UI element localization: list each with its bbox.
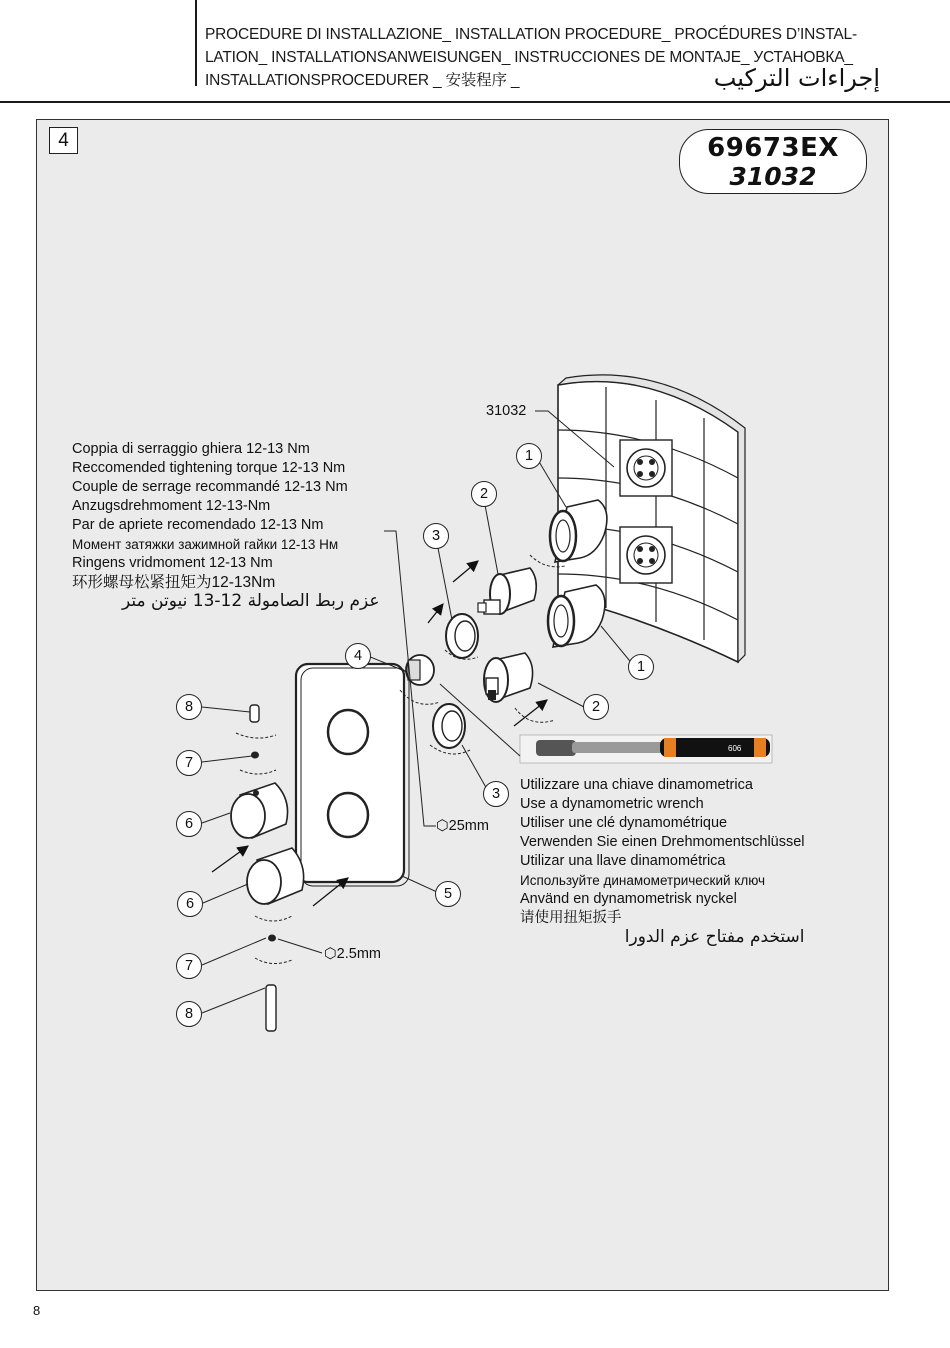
part-code-label: 31032 [486, 403, 527, 419]
cartridge-lower [484, 653, 533, 702]
callout-4: 4 [345, 643, 371, 669]
torque-zh: 环形螺母松紧扭矩为12-13Nm [72, 574, 276, 591]
wrench-ru: Используйте динамометрический ключ [520, 873, 766, 888]
callout-6-lower: 6 [177, 891, 203, 917]
callout-8-lower: 8 [176, 1001, 202, 1027]
torque-en: Reccomended tightening torque 12-13 Nm [72, 460, 346, 476]
pin-upper [250, 705, 259, 722]
step-number-box: 4 [49, 127, 78, 154]
callout-7-lower: 7 [176, 953, 202, 979]
grub-screw-lower [268, 935, 276, 942]
torque-ar: عزم ربط الصامولة 12-13 نيوتن متر [122, 591, 380, 611]
torque-instructions [72, 440, 380, 611]
torque-de: Anzugsdrehmoment 12-13-Nm [72, 498, 271, 514]
hex-2-5mm-label: ⬡2.5mm [324, 946, 381, 962]
callout-2-lower: 2 [583, 694, 609, 720]
header-line-3: INSTALLATIONSPROCEDURER _ 安装程序 _ [205, 72, 520, 89]
collar-upper [446, 614, 478, 658]
page-number: 8 [33, 1303, 41, 1318]
wrench-de: Verwenden Sie einen Drehmomentschlüssel [520, 834, 805, 850]
wrench-sv: Använd en dynamometrisk nyckel [520, 891, 737, 907]
wrench-instructions [520, 776, 805, 947]
hex-25mm-label: ⬡25mm [436, 818, 489, 834]
model-code: 69673EX [707, 133, 839, 163]
torque-ru: Момент затяжки зажимной гайки 12-13 Нм [72, 537, 339, 552]
torque-sv: Ringens vridmoment 12-13 Nm [72, 555, 273, 571]
callout-6-upper: 6 [176, 811, 202, 837]
callout-3-upper: 3 [423, 523, 449, 549]
wrench-zh: 请使用扭矩扳手 [520, 910, 622, 926]
header-line-1: PROCEDURE DI INSTALLAZIONE_ INSTALLATION PROCEDURE_ PROCÉDURES D’INSTAL- [205, 26, 857, 43]
wrench-brand-label: 606 [728, 744, 742, 753]
knob-upper [231, 783, 288, 838]
callout-1-upper: 1 [516, 443, 542, 469]
wrench-ar: استخدم مفتاح عزم الدورا [624, 927, 805, 947]
torque-es: Par de apriete recomendado 12-13 Nm [72, 517, 324, 533]
collar-lower [433, 704, 465, 748]
callout-3-lower: 3 [483, 781, 509, 807]
pin-lower [266, 985, 276, 1031]
grub-screw-upper [251, 752, 259, 759]
header-arabic-title: إجراءات التركيب [713, 64, 880, 92]
callout-1-lower: 1 [628, 654, 654, 680]
wrench-it: Utilizzare una chiave dinamometrica [520, 777, 753, 793]
torque-fr: Couple de serrage recommandé 12-13 Nm [72, 479, 348, 495]
callout-5: 5 [435, 881, 461, 907]
wrench-es: Utilizar una llave dinamométrica [520, 853, 726, 869]
header-line-2: LATION_ INSTALLATIONSANWEISUNGEN_ INSTRUCCIONES DE MONTAJE_ УСТАНОВКА_ [205, 49, 853, 66]
model-subcode: 31032 [729, 162, 817, 191]
callout-7-upper: 7 [176, 750, 202, 776]
cartridge-upper [478, 568, 536, 614]
torque-wrench-photo [520, 735, 772, 763]
knob-lower [247, 848, 304, 904]
ring-nut-lower [548, 585, 605, 647]
wrench-en: Use a dynamometric wrench [520, 796, 704, 812]
wrench-fr: Utiliser une clé dynamométrique [520, 815, 728, 831]
torque-it: Coppia di serraggio ghiera 12-13 Nm [72, 441, 310, 457]
callout-8-upper: 8 [176, 694, 202, 720]
cover-plate [296, 664, 409, 886]
callout-2-upper: 2 [471, 481, 497, 507]
